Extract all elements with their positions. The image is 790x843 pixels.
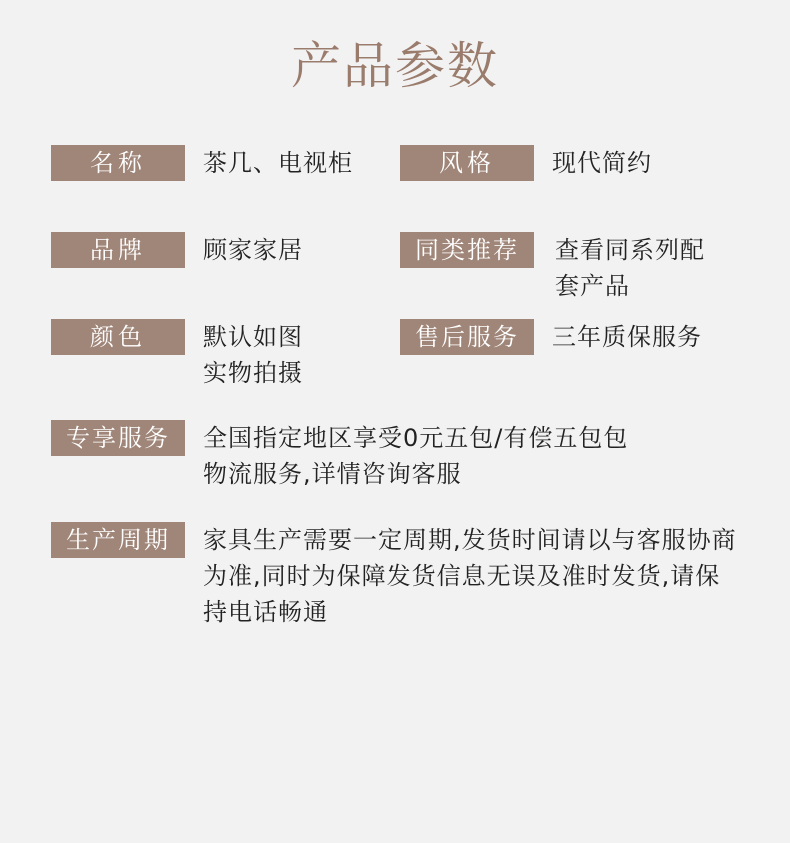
- label-style: 风格: [400, 145, 534, 181]
- value-style: 现代简约: [552, 149, 652, 177]
- label-exclusive: 专享服务: [51, 420, 185, 456]
- value-after-sale: 三年质保服务: [552, 323, 702, 351]
- label-brand: 品牌: [51, 232, 185, 268]
- value-name: 茶几、电视柜: [203, 149, 353, 177]
- value-similar[interactable]: 查看同系列配套产品: [555, 236, 705, 300]
- page-title: 产品参数: [291, 37, 499, 95]
- label-production: 生产周期: [51, 522, 185, 558]
- value-exclusive: 全国指定地区享受0元五包/有偿五包包物流服务,详情咨询客服: [203, 424, 629, 488]
- label-name: 名称: [51, 145, 185, 181]
- label-color: 颜色: [51, 319, 185, 355]
- value-color: 默认如图实物拍摄: [203, 323, 303, 387]
- value-production: 家具生产需要一定周期,发货时间请以与客服协商为准,同时为保障发货信息无误及准时发货,请保持电话畅通: [203, 526, 737, 626]
- label-after-sale: 售后服务: [400, 319, 534, 355]
- value-brand: 顾家家居: [203, 236, 303, 264]
- label-similar: 同类推荐: [400, 232, 534, 268]
